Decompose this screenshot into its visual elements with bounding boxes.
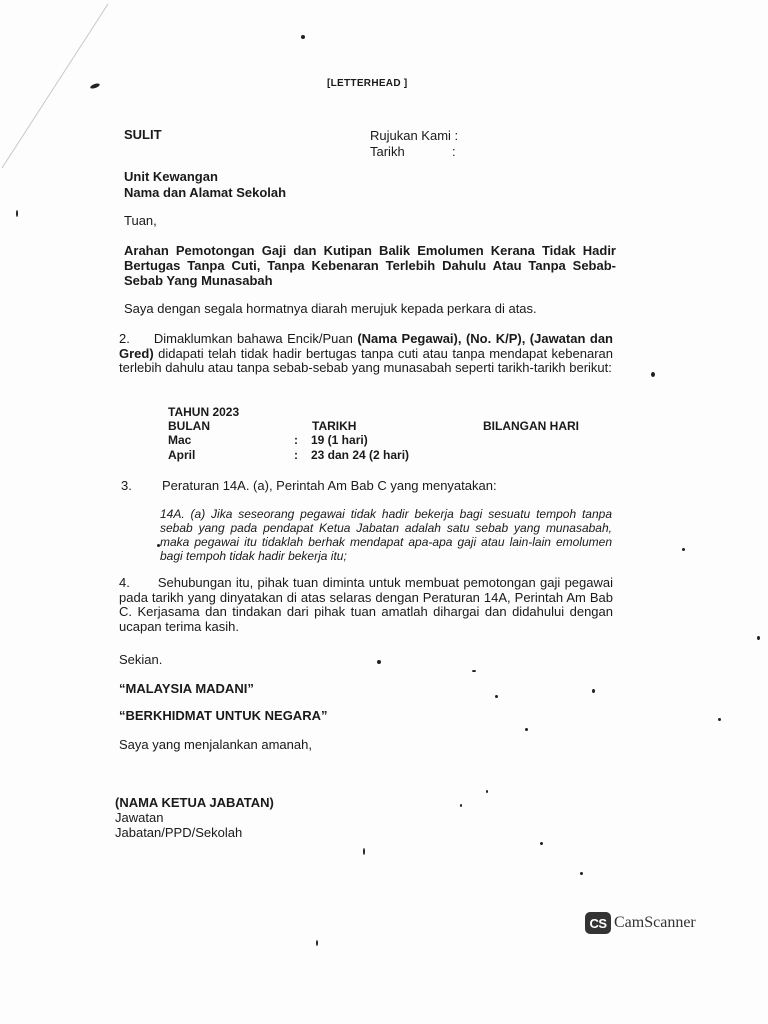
- absence-table-header-date: TARIKH: [312, 419, 357, 433]
- absence-row-date: 23 dan 24 (2 hari): [311, 448, 410, 462]
- motto-malaysia-madani: “MALAYSIA MADANI”: [119, 681, 254, 696]
- absence-row-month: Mac: [168, 433, 192, 447]
- our-reference-label: Rujukan Kami :: [370, 128, 459, 143]
- scan-speck: [757, 636, 760, 640]
- signatory-position: Jawatan: [115, 810, 164, 825]
- paragraph-2-lead: Dimaklumkan bahawa Encik/Puan: [153, 331, 358, 346]
- trust-line: Saya yang menjalankan amanah,: [119, 737, 312, 752]
- signatory-name: (NAMA KETUA JABATAN): [115, 795, 274, 810]
- intro-paragraph: Saya dengan segala hormatnya diarah merujuk kepada perkara di atas.: [124, 301, 537, 316]
- absence-row-colon: :: [294, 433, 298, 447]
- camscanner-name: CamScanner: [614, 914, 696, 931]
- scan-artifact-line: [0, 0, 120, 200]
- camscanner-watermark: [585, 910, 696, 936]
- letter-subject: Arahan Pemotongan Gaji dan Kutipan Balik Emolumen Kerana Tidak Hadir Bertugas Tanpa Cuti, Tanpa Kebenaran Terlebih Dahulu Atau Tanpa Sebab-Sebab Yang Munasabah: [124, 243, 616, 288]
- regulation-quote: 14A. (a) Jika seseorang pegawai tidak hadir bekerja bagi sesuatu tempoh tanpa sebab yang pada pendapat Ketua Jabatan adalah satu sebab yang munasabah, maka pegawai itu tidaklah berhak mendapat apa-apa gaji atau lain-lain emolumen bagi tempoh tidak hadir bekerja itu;: [160, 507, 612, 563]
- paragraph-4: [119, 576, 613, 634]
- scan-speck: [16, 210, 18, 217]
- date-colon: :: [452, 144, 456, 159]
- scan-speck: [495, 695, 498, 698]
- camscanner-logo-icon: CS: [585, 912, 611, 934]
- motto-berkhidmat: “BERKHIDMAT UNTUK NEGARA”: [119, 708, 328, 723]
- paragraph-2-rest: didapati telah tidak hadir bertugas tanpa cuti atau tanpa mendapat kebenaran terlebih dahulu atau tanpa sebab-sebab yang munasabah seperti tarikh-tarikh berikut:: [119, 345, 613, 375]
- date-label: Tarikh: [370, 144, 405, 159]
- paragraph-4-text: Sehubungan itu, pihak tuan diminta untuk membuat pemotongan gaji pegawai pada tarikh yang dinyatakan di atas selaras dengan Peraturan 14A, Perintah Am Bab C. Kerjasama dan tindakan dari pihak tuan amatlah dihargai dan didahului dengan ucapan terima kasih.: [119, 575, 613, 634]
- paragraph-2-number: 2.: [119, 331, 130, 346]
- scan-speck: [540, 842, 543, 845]
- closing: Sekian.: [119, 652, 163, 667]
- paragraph-2: [119, 332, 613, 376]
- absence-row-colon: :: [294, 448, 298, 462]
- scan-speck: [682, 548, 685, 551]
- scan-speck: [157, 544, 160, 547]
- scan-speck: [363, 848, 365, 855]
- scan-speck: [718, 718, 721, 721]
- paragraph-3-number: 3.: [121, 478, 132, 493]
- scan-speck: [316, 940, 318, 946]
- signatory-department: Jabatan/PPD/Sekolah: [115, 825, 243, 840]
- classification-label: SULIT: [124, 127, 162, 142]
- paragraph-2-officer-fields: (Nama Pegawai), (No. K/P), (Jawatan dan Gred): [119, 331, 613, 361]
- absence-table-year: TAHUN 2023: [168, 405, 240, 419]
- scan-speck: [592, 689, 595, 693]
- recipient-school: Nama dan Alamat Sekolah: [124, 185, 287, 200]
- scan-speck: [486, 790, 488, 793]
- absence-row-month: April: [168, 448, 196, 462]
- recipient-unit: Unit Kewangan: [124, 169, 218, 184]
- salutation: Tuan,: [124, 213, 157, 228]
- scan-speck: [651, 372, 655, 377]
- scan-speck: [525, 728, 528, 731]
- absence-row-date: 19 (1 hari): [311, 433, 368, 447]
- scan-speck: [377, 660, 381, 664]
- absence-table-header-days: BILANGAN HARI: [483, 419, 579, 433]
- scan-speck: [460, 804, 462, 807]
- letterhead-placeholder: [LETTERHEAD ]: [327, 78, 408, 89]
- scan-speck: [472, 670, 476, 672]
- paragraph-3-text: Peraturan 14A. (a), Perintah Am Bab C yang menyatakan:: [162, 478, 497, 493]
- scan-speck: [301, 35, 305, 39]
- absence-table-header-month: BULAN: [168, 419, 210, 433]
- paragraph-4-number: 4.: [119, 575, 130, 590]
- scan-speck: [580, 872, 583, 875]
